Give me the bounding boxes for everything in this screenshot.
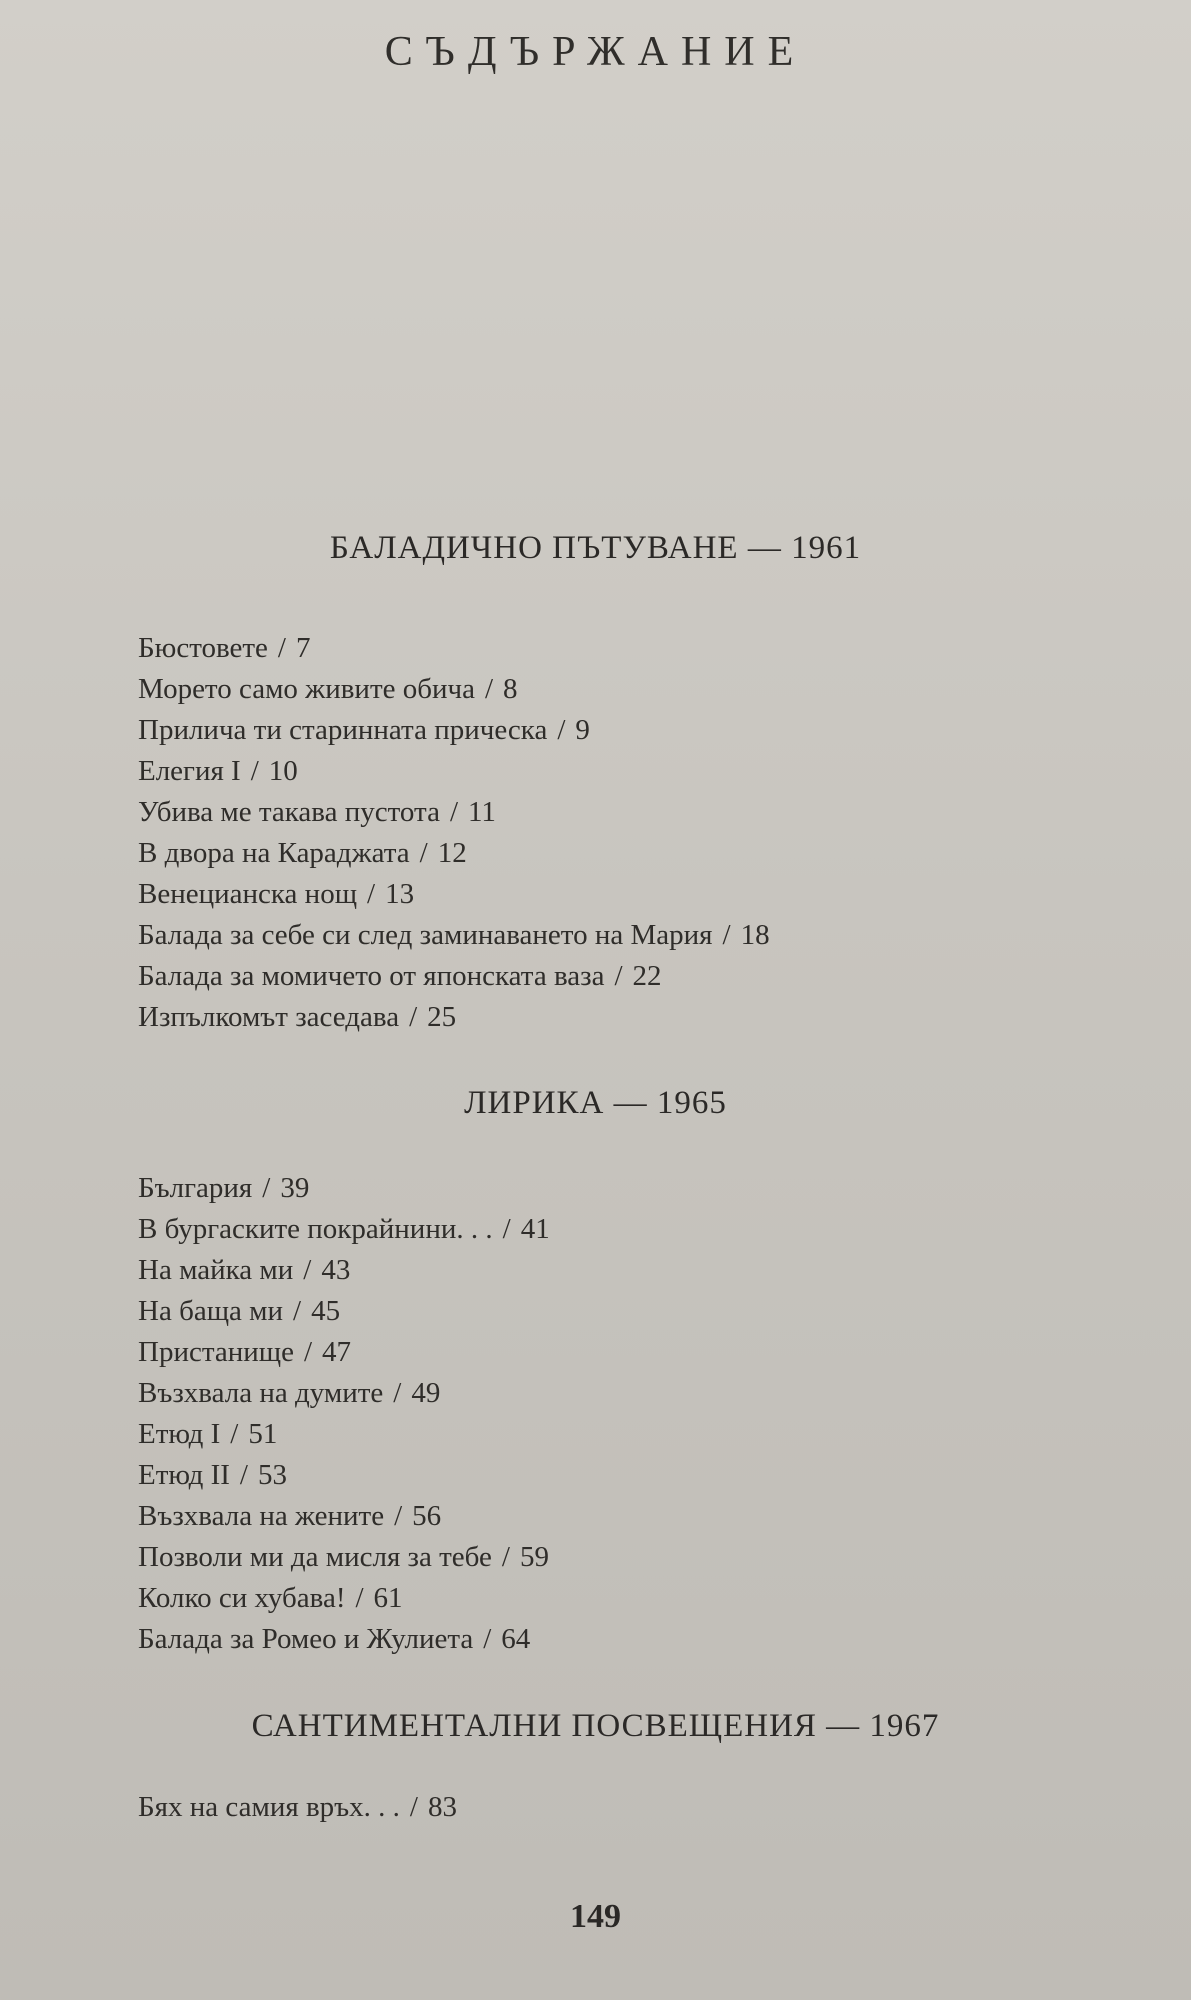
toc-entry: [138, 669, 770, 710]
entry-separator: /: [293, 1295, 302, 1327]
toc-entry: [138, 1787, 457, 1828]
toc-entry: [138, 1332, 550, 1373]
entry-separator: /: [262, 1172, 271, 1204]
entry-title: Позволи ми да мисля за тебе: [138, 1541, 492, 1573]
entry-page: 59: [519, 1541, 549, 1573]
entry-title: Прилича ти старинната прическа: [138, 714, 548, 746]
entry-separator: /: [367, 878, 376, 910]
entry-title: Възхвала на жените: [138, 1500, 385, 1532]
toc-entry: [138, 956, 770, 997]
entry-title: Пристанище: [138, 1336, 294, 1368]
entry-page: 9: [575, 714, 590, 746]
entry-page: 47: [322, 1336, 352, 1368]
entry-title: Морето само живите обича: [138, 673, 475, 705]
toc-list-section-3: [138, 1787, 457, 1828]
entry-separator: /: [501, 1541, 510, 1573]
toc-entry: [138, 1373, 550, 1414]
entry-page: 18: [740, 919, 770, 951]
entry-title: Бюстовете: [138, 632, 268, 664]
entry-title: Балада за себе си след заминаването на Мария: [138, 919, 713, 951]
entry-page: 11: [468, 796, 496, 828]
entry-title: Етюд I: [138, 1418, 221, 1450]
section-heading: ЛИРИКА — 1965: [464, 1085, 727, 1121]
entry-separator: /: [449, 796, 458, 828]
entry-title: Балада за Ромео и Жулиета: [138, 1623, 474, 1655]
entry-page: 10: [268, 755, 298, 787]
toc-entry: [138, 1578, 550, 1619]
entry-page: 49: [411, 1377, 441, 1409]
toc-entry: [138, 751, 770, 792]
toc-entry: [138, 1250, 550, 1291]
section-lirika: [0, 1085, 1191, 1122]
entry-separator: /: [614, 960, 623, 992]
entry-title: Балада за момичето от японската ваза: [138, 960, 605, 992]
toc-entry: [138, 1168, 550, 1209]
entry-separator: /: [409, 1791, 418, 1823]
entry-title: На баща ми: [138, 1295, 284, 1327]
toc-entry: [138, 628, 770, 669]
entry-page: 12: [437, 837, 467, 869]
entry-title: В бургаските покрайнини. . .: [138, 1213, 493, 1245]
entry-separator: /: [502, 1213, 511, 1245]
toc-list-section-2: [138, 1168, 550, 1660]
entry-title: Венецианска нощ: [138, 878, 358, 910]
entry-separator: /: [484, 673, 494, 705]
entry-title: На майка ми: [138, 1254, 294, 1286]
toc-entry: [138, 1537, 550, 1578]
entry-title: Възхвала на думите: [138, 1377, 384, 1409]
entry-separator: /: [355, 1582, 364, 1614]
entry-page: 45: [311, 1295, 341, 1327]
entry-separator: /: [250, 755, 259, 787]
entry-page: 51: [248, 1418, 278, 1450]
entry-title: Етюд II: [138, 1459, 230, 1491]
entry-title: В двора на Караджата: [138, 837, 410, 869]
entry-page: 39: [280, 1172, 310, 1204]
entry-title: Убива ме такава пустота: [138, 796, 440, 828]
entry-separator: /: [303, 1336, 313, 1368]
page-title: СЪДЪРЖАНИЕ: [384, 29, 807, 75]
toc-entry: [138, 874, 770, 915]
entry-page: 41: [520, 1213, 550, 1245]
entry-title: България: [138, 1172, 253, 1204]
entry-title: Колко си хубава!: [138, 1582, 346, 1614]
entry-title: Изпълкомът заседава: [138, 1001, 400, 1033]
entry-page: 56: [412, 1500, 442, 1532]
entry-separator: /: [239, 1459, 248, 1491]
page-number: 149: [570, 1898, 621, 1935]
entry-page: 53: [257, 1459, 287, 1491]
entry-separator: /: [277, 632, 286, 664]
entry-page: 8: [503, 673, 518, 705]
toc-entry: [138, 833, 770, 874]
section-santimentalni-posveshtenia: [0, 1708, 1191, 1745]
toc-entry: [138, 1496, 550, 1537]
entry-page: 7: [295, 632, 311, 664]
toc-entry: [138, 915, 770, 956]
toc-entry: [138, 1455, 550, 1496]
entry-separator: /: [303, 1254, 312, 1286]
entry-page: 25: [427, 1001, 457, 1033]
entry-separator: /: [419, 837, 428, 869]
toc-entry: [138, 1209, 550, 1250]
entry-title: Бях на самия връх. . .: [138, 1791, 400, 1823]
toc-entry: [138, 1291, 550, 1332]
toc-entry: [138, 1619, 550, 1660]
entry-page: 13: [385, 878, 415, 910]
section-heading: БАЛАДИЧНО ПЪТУВАНЕ — 1961: [329, 530, 862, 566]
toc-entry: [138, 792, 770, 833]
entry-separator: /: [394, 1500, 403, 1532]
entry-separator: /: [722, 919, 731, 951]
entry-separator: /: [230, 1418, 239, 1450]
toc-entry: [138, 1414, 550, 1455]
entry-page: 83: [427, 1791, 457, 1823]
entry-separator: /: [557, 714, 566, 746]
entry-page: 22: [632, 960, 662, 992]
entry-title: Елегия I: [138, 755, 241, 787]
entry-page: 43: [321, 1254, 351, 1286]
section-heading: САНТИМЕНТАЛНИ ПОСВЕЩЕНИЯ — 1967: [251, 1708, 940, 1744]
entry-separator: /: [409, 1001, 418, 1033]
entry-page: 61: [373, 1582, 403, 1614]
toc-entry: [138, 997, 770, 1038]
entry-page: 64: [501, 1623, 531, 1655]
entry-separator: /: [483, 1623, 492, 1655]
entry-separator: /: [393, 1377, 402, 1409]
toc-entry: [138, 710, 770, 751]
section-baladichno-patuvane: [0, 530, 1191, 567]
toc-list-section-1: [138, 628, 770, 1038]
